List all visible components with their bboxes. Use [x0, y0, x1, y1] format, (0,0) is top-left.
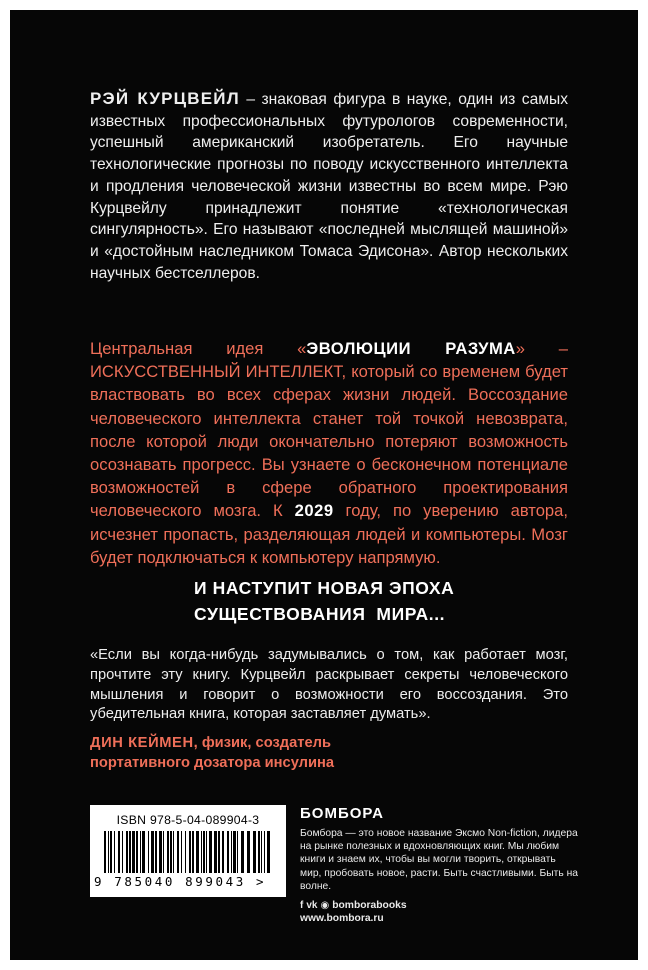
barcode-digits: 9 785040 899043 > [94, 874, 267, 889]
headline-line-2: СУЩЕСТВОВАНИЯ МИРА... [194, 604, 446, 624]
headline-line-1: И НАСТУПИТ НОВАЯ ЭПОХА [194, 578, 455, 598]
headline [194, 575, 494, 627]
barcode-panel [90, 805, 286, 897]
back-cover [10, 10, 638, 960]
barcode-image [104, 831, 272, 873]
isbn-label: ISBN 978-5-04-089904-3 [116, 813, 260, 827]
target-year: 2029 [294, 501, 334, 521]
book-idea [90, 337, 568, 569]
author-bio [90, 88, 568, 284]
author-name: РЭЙ КУРЦВЕЙЛ [90, 89, 240, 108]
book-title: ЭВОЛЮЦИИ РАЗУМА [306, 339, 516, 358]
quote-author-role-2: портативного дозатора инсулина [90, 754, 335, 771]
idea-text-2: » – ИСКУССТВЕННЫЙ ИНТЕЛЛЕКТ, который со временем будет властвовать во всех сферах жизни людей. Воссоздание человеческого интеллекта станет той точкой невозврата, после которой люди окончательно потеряют возможность осознавать прогресс. Вы узнаете о бесконечном потенциале возможностей в сфере обратного проектирования человеческого мозга. К [90, 339, 569, 521]
publisher-description: Бомбора — это новое название Эксмо Non-fiction, лидера на рынке полезных и вдохновляющих книг. Мы любим книги и знаем их, чтобы вы могли творить, открывать мир, пробовать новое, расти. Быть счастливыми. Быть на волне. [300, 828, 579, 892]
quote-author: ДИН КЕЙМЕН [90, 735, 194, 751]
quote-author-role: , физик, создатель [193, 735, 332, 751]
idea-text-3: году, по уверению автора, исчезнет пропасть, разделяющая людей и компьютеры. Мозг будет подключаться к компьютеру напрямую. [90, 501, 568, 567]
author-bio-text: – знаковая фигура в науке, один из самых известных профессиональных футурологов современности, успешный американский изобретатель. Его научные технологические прогнозы по поводу искусственного интеллекта и продления человеческой жизни известны во всем мире. Рэю Курцвейлу принадлежит понятие «технологическая сингулярность». Его называют «последней мыслящей машиной» и «достойным наследником Томаса Эдисона». Автор нескольких научных бестселлеров. [90, 91, 569, 282]
publisher-website[interactable]: www.bombora.ru [300, 913, 384, 925]
instagram-icon[interactable]: ◉ [320, 900, 330, 912]
testimonial-quote: «Если вы когда-нибудь задумывались о том, как работает мозг, прочтите эту книгу. Курцвейл раскрывает секреты человеческого мышления и говорит о возможности его воссоздания. Это убедительная книга, которая заставляет думать». [90, 647, 568, 723]
idea-text-1: Центральная идея « [90, 339, 307, 358]
publisher-logo: БОМБОРА [300, 805, 384, 822]
publisher-block [300, 805, 580, 924]
facebook-icon[interactable]: f [300, 900, 304, 912]
testimonial-attribution [90, 734, 490, 773]
social-links [300, 900, 580, 911]
social-handle[interactable]: bomborabooks [332, 900, 407, 912]
vk-icon[interactable]: vk [306, 900, 318, 912]
